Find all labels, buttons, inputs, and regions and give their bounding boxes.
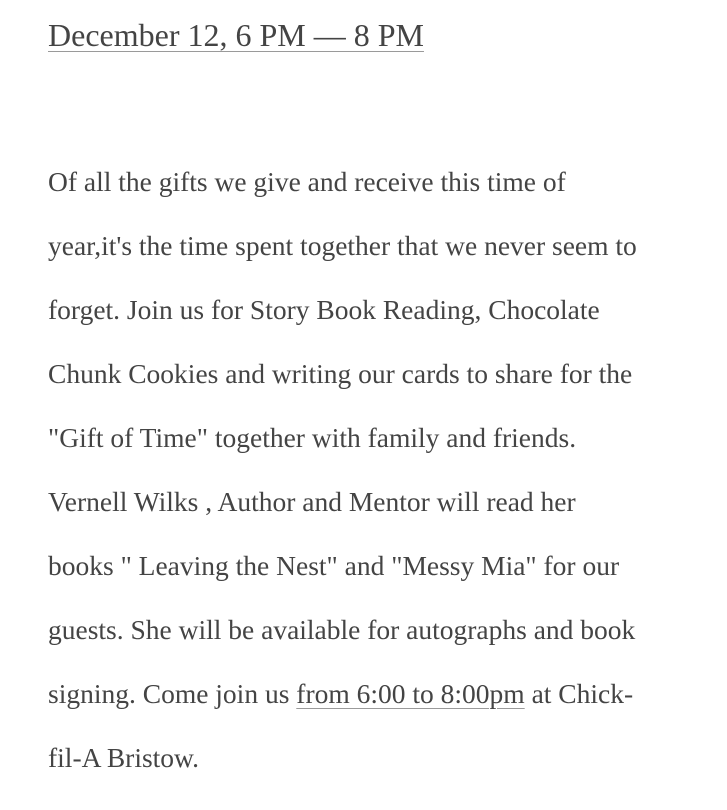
description-line: guests. She will be available for autographs and book [48,614,636,645]
event-date-link[interactable]: December 12, 6 PM — 8 PM [48,17,424,53]
description-line-with-link [48,662,713,726]
event-description [48,150,713,790]
description-line: "Gift of Time" together with family and friends. [48,422,577,453]
description-line: Of all the gifts we give and receive this time of [48,166,566,197]
description-text: signing. Come join us [48,678,297,709]
description-line: year,it's the time spent together that we never seem to [48,230,637,261]
event-time-link[interactable]: from 6:00 to 8:00pm [296,678,525,709]
description-line: books " Leaving the Nest" and "Messy Mia" for our [48,550,620,581]
description-line: Chunk Cookies and writing our cards to share for the [48,358,633,389]
description-text: at Chick- [524,678,634,709]
description-line: forget. Join us for Story Book Reading, Chocolate [48,294,600,325]
description-line: Vernell Wilks , Author and Mentor will read her [48,486,576,517]
description-line: fil-A Bristow. [48,742,199,773]
